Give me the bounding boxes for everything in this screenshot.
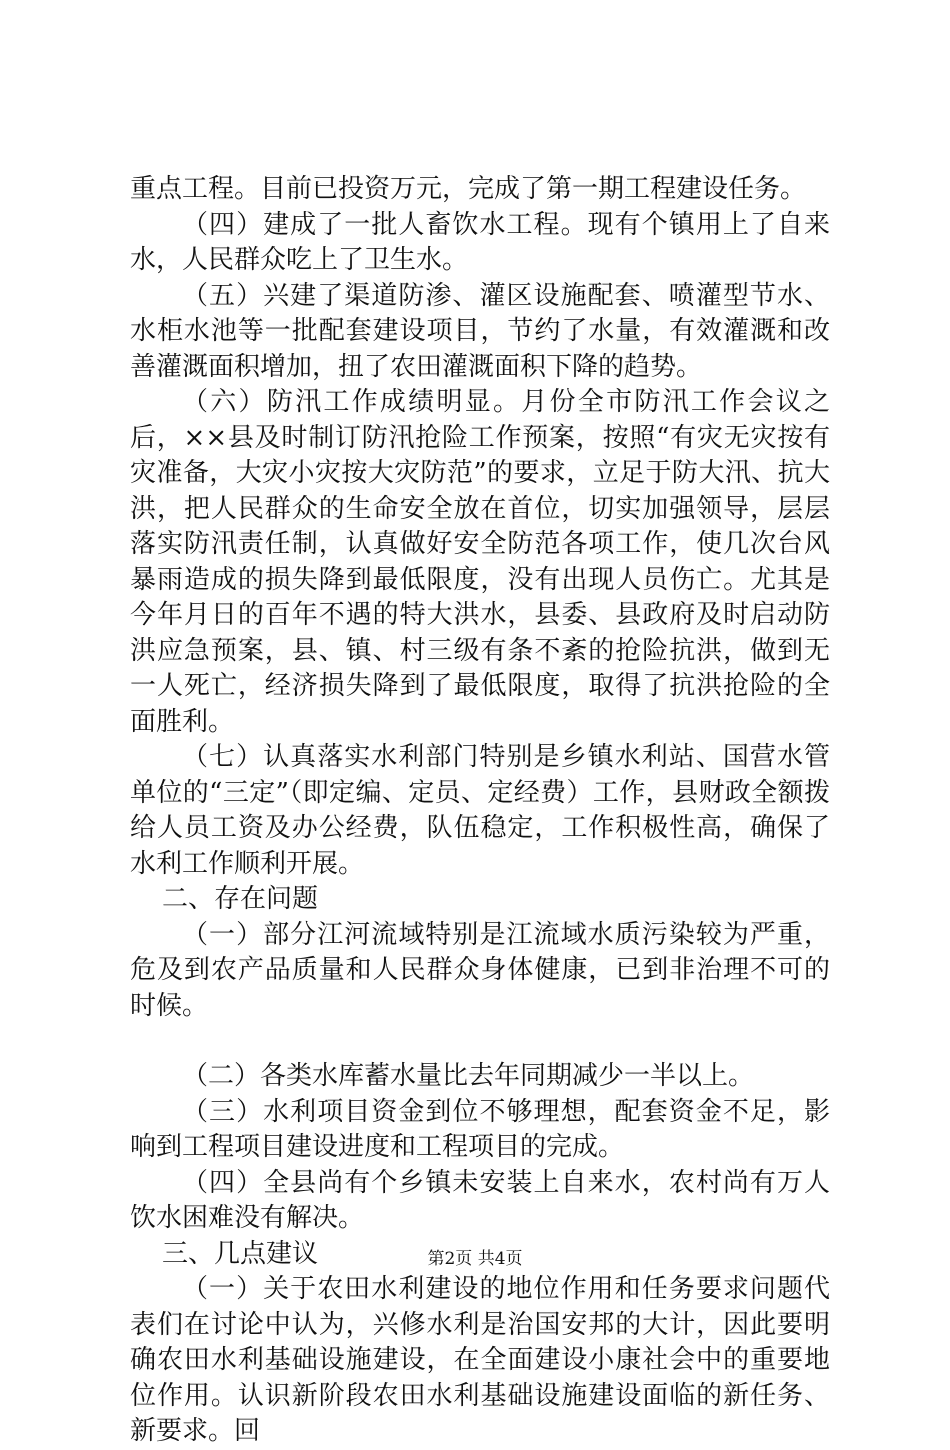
paragraph-continuation: 重点工程。目前已投资万元，完成了第一期工程建设任务。 (130, 174, 807, 204)
paragraph-item-6: （六）防汛工作成绩明显。月份全市防汛工作会议之后，××县及时制订防汛抢险工作预案，按照“有灾无灾按有灾准备，大灾小灾按大灾防范”的要求，立足于防大汛、抗大洪，把人民群众的生命安全放在首位，切实加强领导，层层落实防汛责任制，认真做好安全防范各项工作，使几次台风暴雨造成的损失降到最低限度，没有出现人员伤亡。尤其是今年月日的百年不遇的特大洪水，县委、县政府及时启动防洪应急预案，县、镇、村三级有条不紊的抢险抗洪，做到无一人死亡，经济损失降到了最低限度，取得了抗洪抢险的全面胜利。 (130, 387, 830, 737)
paragraph-suggestion-1: （一）关于农田水利建设的地位作用和任务要求问题代表们在讨论中认为，兴修水利是治国安邦的大计，因此要明确农田水利基础设施建设，在全面建设小康社会中的重要地位作用。认识新阶段农田水利基础设施建设面临的新任务、新要求。回 (130, 1274, 830, 1446)
section-heading-problems: 二、存在问题 (162, 884, 319, 914)
paragraph-item-7: （七）认真落实水利部门特别是乡镇水利站、国营水管单位的“三定”（即定编、定员、定经费）工作，县财政全额拨给人员工资及办公经费，队伍稳定，工作积极性高，确保了水利工作顺利开展。 (130, 742, 830, 879)
page-footer (0, 1244, 950, 1269)
paragraph-problem-2: （二）各类水库蓄水量比去年同期减少一半以上。 (182, 1061, 755, 1091)
paragraph-problem-3: （三）水利项目资金到位不够理想，配套资金不足，影响到工程项目建设进度和工程项目的完成。 (130, 1096, 830, 1162)
blank-line (130, 1024, 830, 1059)
page-number-label: 第2页 共4页 (427, 1249, 523, 1269)
paragraph-item-5: （五）兴建了渠道防渗、灌区设施配套、喷灌型节水、水柜水池等一批配套建设项目，节约了水量，有效灌溉和改善灌溉面积增加，扭了农田灌溉面积下降的趋势。 (130, 280, 830, 382)
paragraph-problem-1: （一）部分江河流域特别是江流域水质污染较为严重，危及到农产品质量和人民群众身体健康，已到非治理不可的时候。 (130, 919, 830, 1021)
section-heading-suggestions: 三、几点建议 (162, 1238, 319, 1269)
paragraph-item-4: （四）建成了一批人畜饮水工程。现有个镇用上了自来水，人民群众吃上了卫生水。 (130, 209, 830, 275)
paragraph-problem-4: （四）全县尚有个乡镇未安装上自来水，农村尚有万人饮水困难没有解决。 (130, 1167, 830, 1233)
